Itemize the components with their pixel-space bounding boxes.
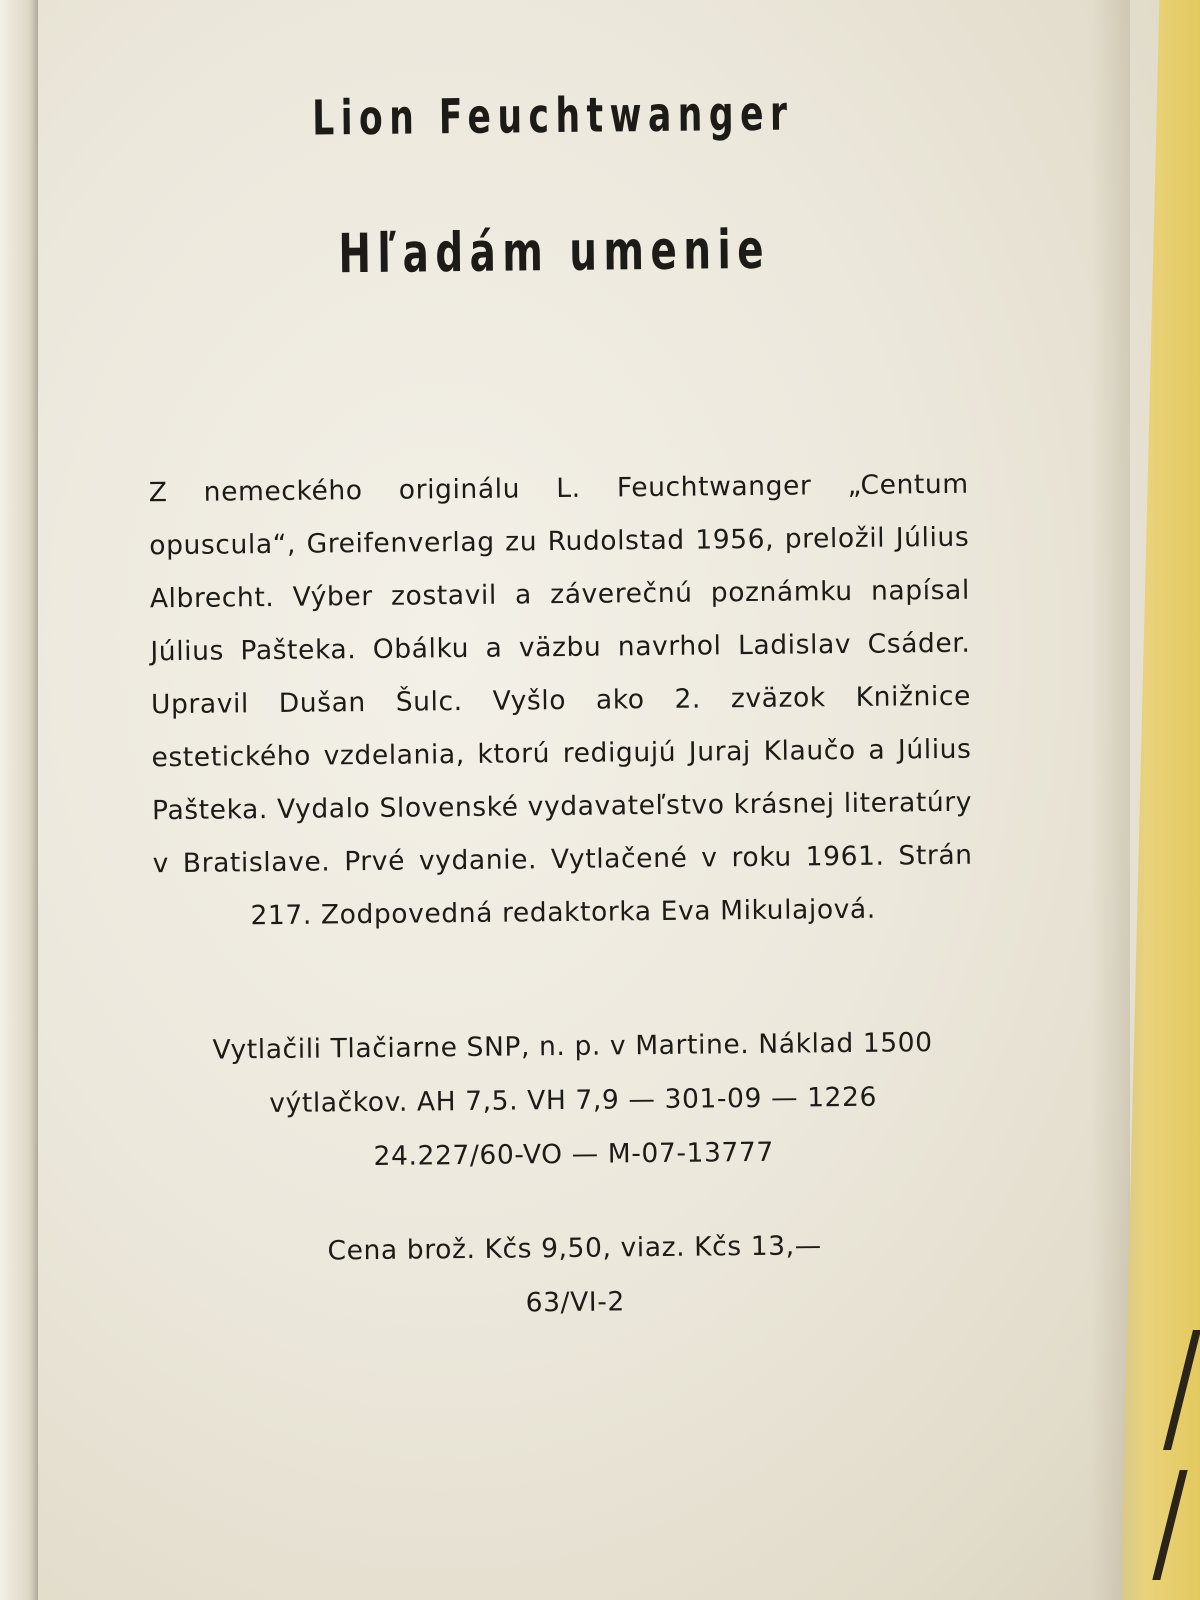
imprint-paragraph: Z nemeckého originálu L. Feuchtwanger „Centum opuscula“, Greifenverlag zu Rudolstad 1956, preložil Július Albrecht. Výber zostavil a záverečnú poznámku napísal Július Pašteka. Obálku a väzbu navrhol Ladislav Csáder. Upravil Dušan Šulc. Vyšlo ako 2. zväzok Knižnice estetického vzdelania, ktorú redigujú Juraj Klaučo a Július Pašteka. Vydalo Slovenské vydavateľstvo krásnej literatúry v Bratislave. Prvé vydanie. Vytlačené v roku 1961. Strán 217. Zodpovedná redaktorka Eva Mikulajová. <box>148 468 973 932</box>
catalog-code: 63/VI-2 <box>525 1286 626 1319</box>
printer-line: Vytlačili Tlačiarne SNP, n. p. v Martine. Náklad 1500 <box>212 1027 933 1066</box>
page-content <box>122 0 999 1600</box>
printer-line: 24.227/60-VO — M-07-13777 <box>373 1136 774 1172</box>
book-title: Hľadám umenie <box>338 217 771 286</box>
cover-print-mark <box>1163 1330 1200 1450</box>
price-info <box>194 1218 955 1334</box>
page-shadow <box>1090 0 1130 1600</box>
price-line: Cena brož. Kčs 9,50, viaz. Kčs 13,— <box>327 1230 822 1267</box>
left-page-edge <box>0 0 42 1600</box>
cover-print-mark <box>1152 1470 1187 1580</box>
printer-line: výtlačkov. AH 7,5. VH 7,9 — 301-09 — 1226 <box>269 1081 878 1120</box>
printer-info <box>192 1016 954 1186</box>
author-name: Lion Feuchtwanger <box>311 85 794 147</box>
